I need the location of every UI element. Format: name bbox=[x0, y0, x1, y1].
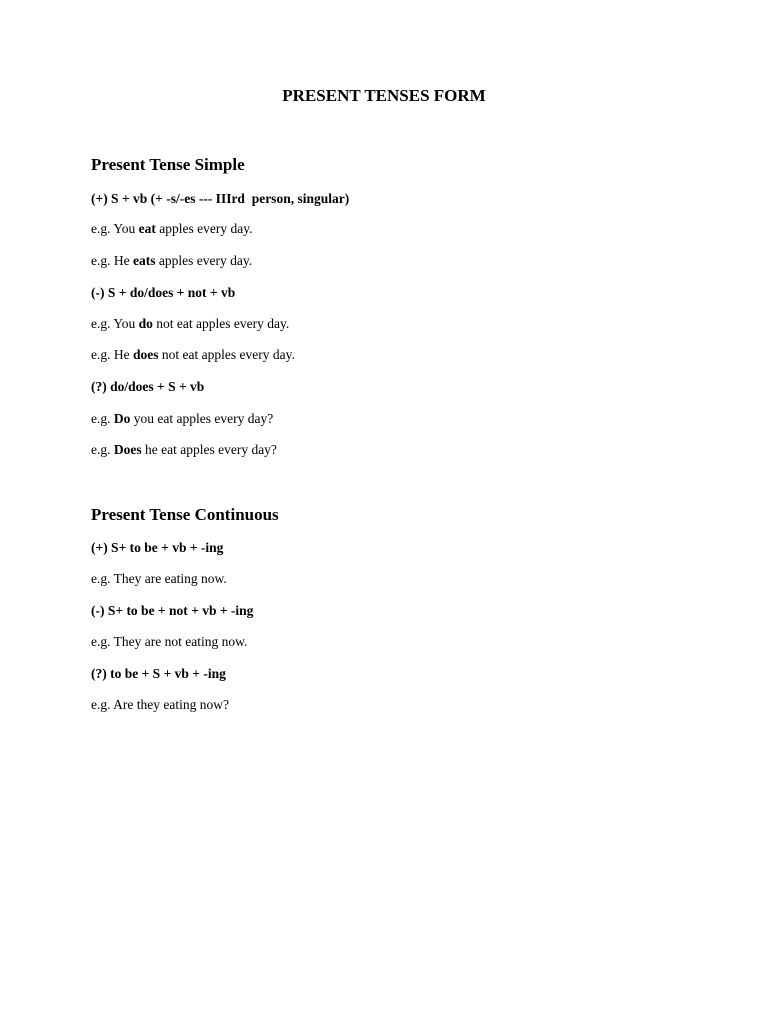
highlighted-verb: eats bbox=[132, 253, 156, 268]
formula-continuous-negative: (-) S+ to be + not + vb + -ing bbox=[91, 603, 254, 618]
formula-continuous-question: (?) to be + S + vb + -ing bbox=[91, 666, 226, 681]
example-simple-question-you: e.g. Do you eat apples every day? bbox=[91, 411, 274, 426]
formula-simple-affirmative: (+) S + vb (+ -s/-es --- IIIrd person, singular) bbox=[91, 191, 350, 206]
formula-continuous-affirmative: (+) S+ to be + vb + -ing bbox=[91, 540, 224, 555]
example-continuous-question: e.g. Are they eating now? bbox=[91, 697, 229, 712]
example-continuous-negative: e.g. They are not eating now. bbox=[91, 634, 248, 649]
formula-simple-question: (?) do/does + S + vb bbox=[91, 379, 205, 394]
highlighted-verb: does bbox=[132, 347, 159, 362]
highlighted-verb: Does bbox=[113, 442, 142, 457]
formula-simple-negative: (-) S + do/does + not + vb bbox=[91, 285, 236, 300]
highlighted-verb: do bbox=[138, 316, 153, 331]
example-simple-negative-you: e.g. You do not eat apples every day. bbox=[91, 316, 290, 331]
example-simple-affirmative-he: e.g. He eats apples every day. bbox=[91, 253, 253, 268]
section-heading-simple: Present Tense Simple bbox=[91, 155, 245, 174]
example-continuous-affirmative: e.g. They are eating now. bbox=[91, 571, 227, 586]
example-simple-question-he: e.g. Does he eat apples every day? bbox=[91, 442, 277, 457]
example-simple-affirmative-you: e.g. You eat apples every day. bbox=[91, 221, 253, 236]
document-title: PRESENT TENSES FORM bbox=[282, 86, 486, 105]
highlighted-verb: eat bbox=[138, 221, 156, 236]
section-heading-continuous: Present Tense Continuous bbox=[91, 505, 279, 524]
highlighted-verb: Do bbox=[113, 411, 131, 426]
example-simple-negative-he: e.g. He does not eat apples every day. bbox=[91, 347, 295, 362]
